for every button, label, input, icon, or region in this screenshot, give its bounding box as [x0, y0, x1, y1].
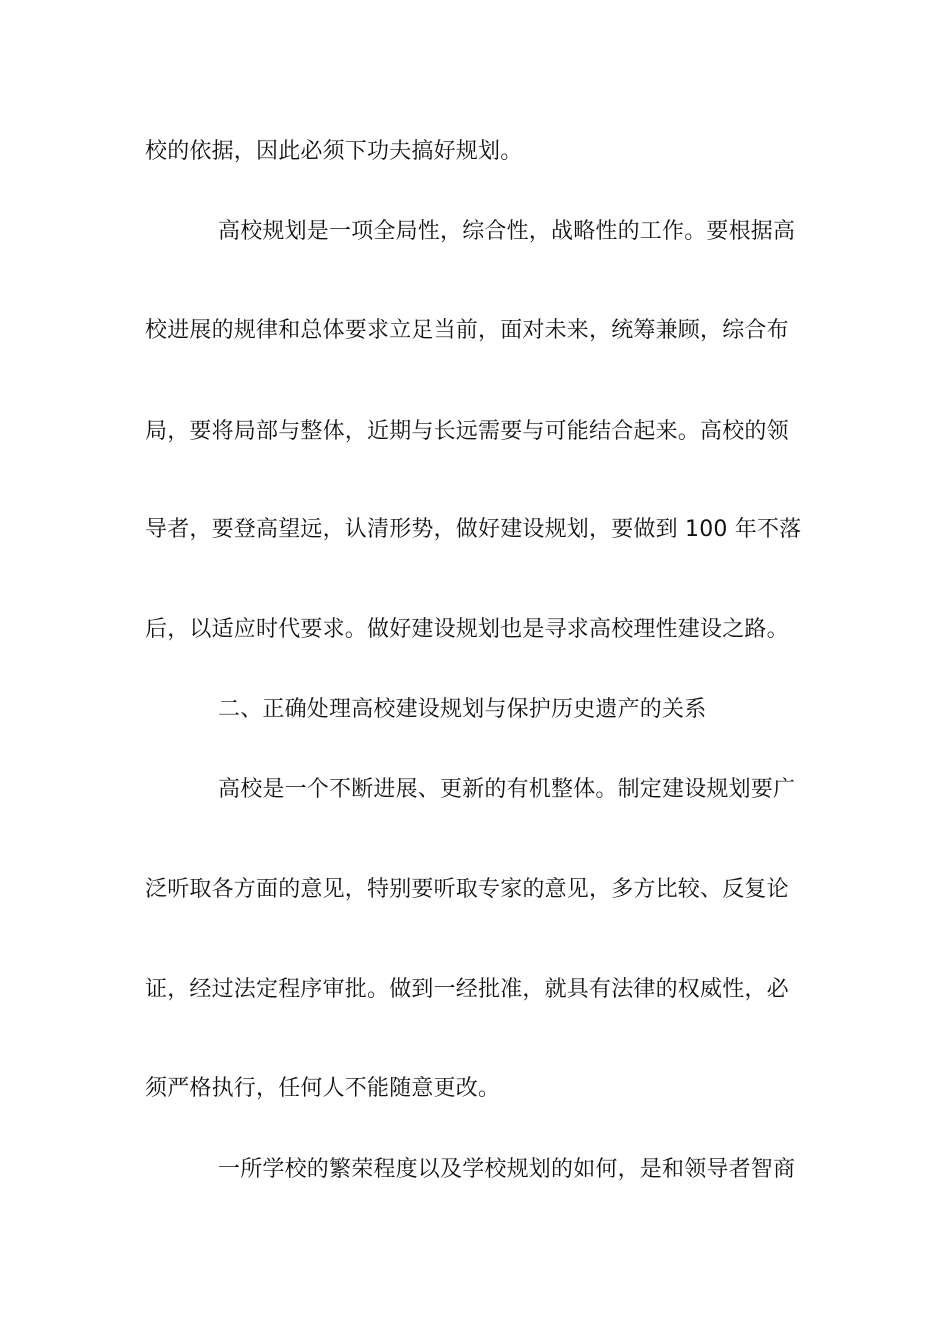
text-line-10: 证，经过法定程序审批。做到一经批准，就具有法律的权威性，必 [145, 977, 789, 1002]
text-line-4: 局，要将局部与整体，近期与长远需要与可能结合起来。高校的领 [145, 419, 789, 444]
text-line-5: 导者，要登高望远，认清形势，做好建设规划，要做到 100 年不落 [145, 517, 802, 542]
section-heading: 二、正确处理高校建设规划与保护历史遗产的关系 [218, 697, 707, 722]
text-line-1: 校的依据，因此必须下功夫搞好规划。 [145, 139, 523, 164]
text-line-11: 须严格执行，任何人不能随意更改。 [145, 1076, 501, 1101]
text-line-9: 泛听取各方面的意见，特别要听取专家的意见，多方比较、反复论 [145, 877, 789, 902]
text-line-3: 校进展的规律和总体要求立足当前，面对未来，统筹兼顾，综合布 [145, 318, 789, 343]
paragraph-start-3: 一所学校的繁荣程度以及学校规划的如何，是和领导者智商 [218, 1157, 796, 1182]
text-line-6: 后，以适应时代要求。做好建设规划也是寻求高校理性建设之路。 [145, 617, 789, 642]
paragraph-start-2: 高校是一个不断进展、更新的有机整体。制定建设规划要广 [218, 777, 796, 802]
paragraph-start-1: 高校规划是一项全局性，综合性，战略性的工作。要根据高 [218, 219, 796, 244]
